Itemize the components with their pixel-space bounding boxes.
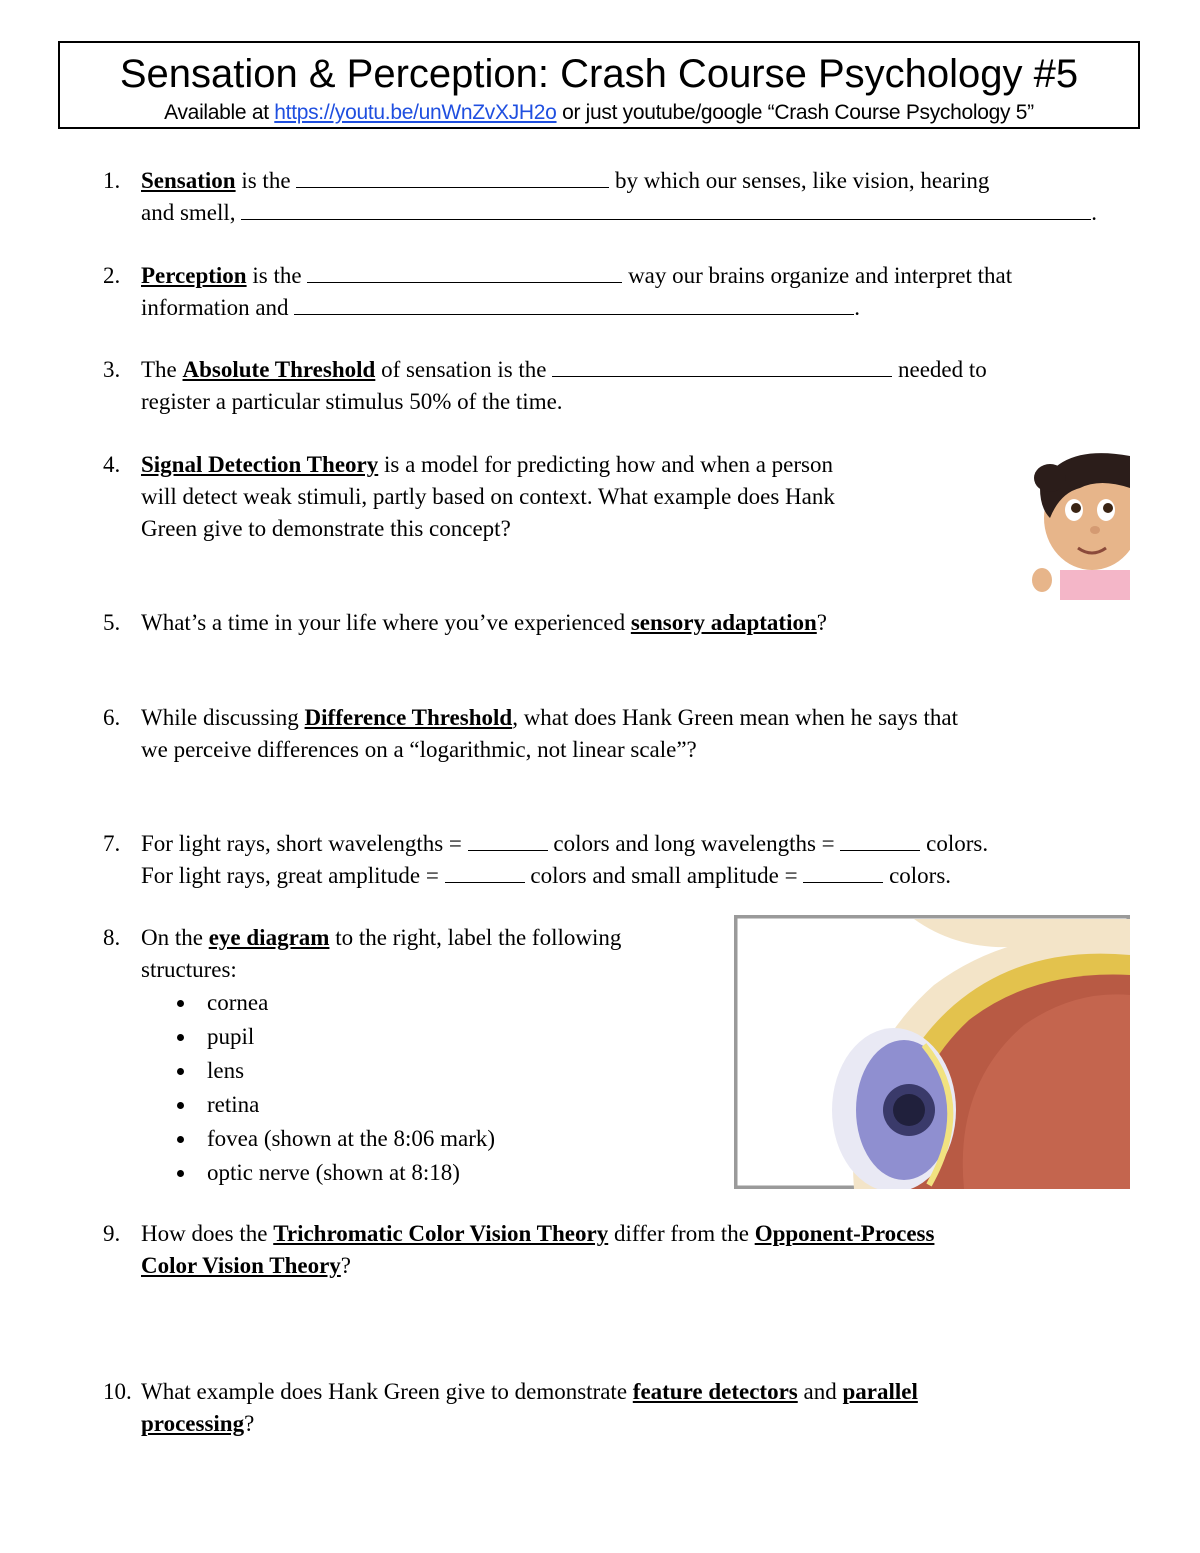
text: , what does Hank Green mean when he says that xyxy=(512,705,958,730)
answer-blank[interactable] xyxy=(241,197,1091,220)
text: What’s a time in your life where you’ve experienced xyxy=(141,610,631,635)
answer-blank[interactable] xyxy=(803,860,883,883)
answer-blank[interactable] xyxy=(468,828,548,851)
term-perception: Perception xyxy=(141,263,247,288)
question-number: 5. xyxy=(103,610,121,635)
question-number: 10. xyxy=(103,1379,132,1404)
question-number: 2. xyxy=(103,263,121,288)
question-number: 9. xyxy=(103,1221,121,1246)
answer-blank[interactable] xyxy=(445,860,525,883)
text: is the xyxy=(246,263,308,288)
text: How does the xyxy=(141,1221,274,1246)
term-difference-threshold: Difference Threshold xyxy=(304,705,513,730)
answer-blank[interactable] xyxy=(294,292,854,315)
available-prefix: Available at xyxy=(164,101,275,124)
answer-blank[interactable] xyxy=(296,165,609,188)
header-box xyxy=(58,41,1140,129)
text: On the xyxy=(141,925,209,950)
text: and xyxy=(797,1379,843,1404)
video-link[interactable]: https://youtu.be/unWnZvXJH2o xyxy=(274,101,557,124)
text: colors. xyxy=(920,831,989,856)
question-number: 7. xyxy=(103,831,121,856)
text: colors and small amplitude = xyxy=(524,863,804,888)
text: ? xyxy=(816,610,827,635)
answer-blank[interactable] xyxy=(840,828,920,851)
text: and smell, xyxy=(141,200,242,225)
text: of sensation is the xyxy=(375,357,553,382)
text: . xyxy=(1091,200,1098,225)
structure-list xyxy=(103,986,621,1190)
question-number: 8. xyxy=(103,925,121,950)
list-item: retina xyxy=(103,1088,621,1122)
term-eye-diagram: eye diagram xyxy=(208,925,330,950)
subtitle xyxy=(60,100,1138,126)
term-feature-detectors: feature detectors xyxy=(632,1379,798,1404)
list-item: lens xyxy=(103,1054,621,1088)
eye-diagram-image xyxy=(734,915,1130,1189)
text: While discussing xyxy=(141,705,305,730)
answer-blank[interactable] xyxy=(552,354,892,377)
text: is a model for predicting how and when a person xyxy=(378,452,834,477)
term-sensory-adaptation: sensory adaptation xyxy=(630,610,817,635)
text: ? xyxy=(244,1411,255,1436)
term-trichromatic-theory: Trichromatic Color Vision Theory xyxy=(273,1221,609,1246)
term-parallel: parallel xyxy=(842,1379,918,1404)
page-title: Sensation & Perception: Crash Course Psychology #5 xyxy=(119,52,1079,96)
question-number: 3. xyxy=(103,357,121,382)
question-number: 4. xyxy=(103,452,121,477)
text: register a particular stimulus 50% of the time. xyxy=(141,389,563,414)
list-item: optic nerve (shown at 8:18) xyxy=(103,1156,621,1190)
text: . xyxy=(854,295,861,320)
list-item: pupil xyxy=(103,1020,621,1054)
term-absolute-threshold: Absolute Threshold xyxy=(182,357,376,382)
list-item: fovea (shown at the 8:06 mark) xyxy=(103,1122,621,1156)
term-sensation: Sensation xyxy=(141,168,236,193)
text: way our brains organize and interpret that xyxy=(622,263,1013,288)
text: to the right, label the following xyxy=(329,925,622,950)
question-number: 1. xyxy=(103,168,121,193)
text: What example does Hank Green give to demonstrate xyxy=(141,1379,633,1404)
text: The xyxy=(141,357,183,382)
text: structures: xyxy=(141,957,237,982)
text: we perceive differences on a “logarithmic, not linear scale”? xyxy=(141,737,697,762)
text: For light rays, short wavelengths = xyxy=(141,831,468,856)
term-processing: processing xyxy=(141,1411,245,1436)
answer-blank[interactable] xyxy=(307,260,622,283)
text: ? xyxy=(340,1253,352,1278)
cartoon-girl-illustration xyxy=(1020,448,1130,600)
text: colors and long wavelengths = xyxy=(547,831,841,856)
term-signal-detection-theory: Signal Detection Theory xyxy=(141,452,379,477)
term-opponent-process: Opponent-Process xyxy=(754,1221,935,1246)
list-item: cornea xyxy=(103,986,621,1020)
text: colors. xyxy=(883,863,952,888)
text: information and xyxy=(141,295,295,320)
question-number: 6. xyxy=(103,705,121,730)
text: differ from the xyxy=(608,1221,755,1246)
text: For light rays, great amplitude = xyxy=(141,863,445,888)
available-suffix: or just youtube/google “Crash Course Psychology 5” xyxy=(556,101,1034,124)
text: is the xyxy=(235,168,297,193)
text: needed to xyxy=(892,357,987,382)
text: will detect weak stimuli, partly based on context. What example does Hank xyxy=(141,484,835,509)
term-color-vision-theory: Color Vision Theory xyxy=(141,1253,341,1278)
text: Green give to demonstrate this concept? xyxy=(141,516,511,541)
text: by which our senses, like vision, hearing xyxy=(609,168,990,193)
